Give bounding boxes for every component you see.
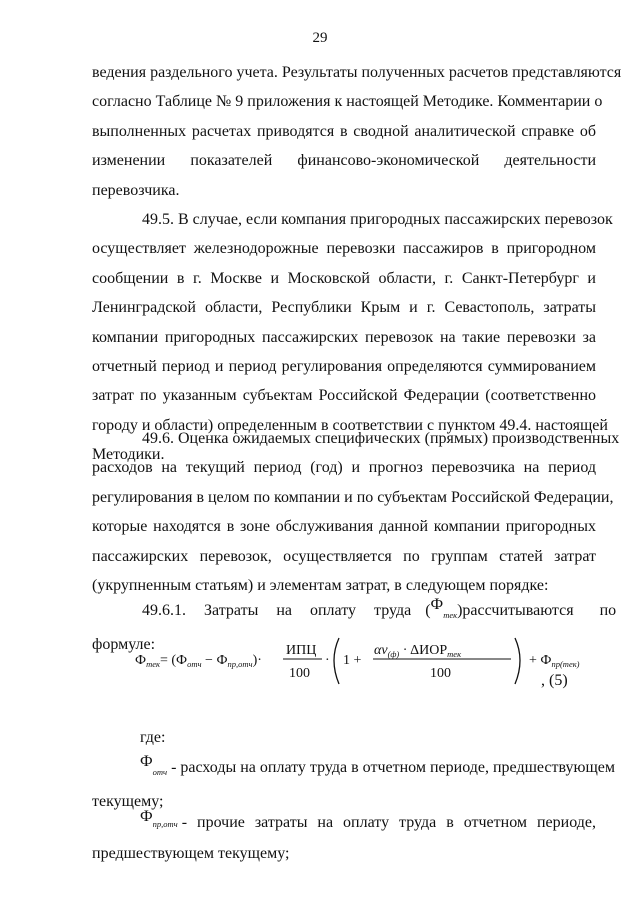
- text-line: изменении показателей финансово-экономической деятельности: [92, 152, 596, 170]
- definition-f-pr-otch: [92, 808, 596, 869]
- text-line: предшествующем текущему;: [92, 845, 290, 863]
- svg-text:Фтек= (Фотч − Фпр,отч)·: $Ф_{тек}= (Ф_{отч} - Ф_{пр,отч})\cdot$: [135, 653, 262, 669]
- text-line: 49.5. В случае, если компания пригородных пассажирских перевозок: [142, 211, 613, 228]
- text-line: пассажирских перевозок, осуществляется по группам статей затрат: [92, 547, 596, 565]
- text-line: осуществляет железнодорожные перевозки пассажиров в пригородном: [92, 240, 596, 258]
- fraction-denominator: 100: [430, 666, 451, 681]
- svg-text:αν(ф) · ΔИОРтек: $\alpha\nu_{(ф)} \cdot \Delta ИОР_{тек}$: [374, 643, 462, 659]
- symbol: Ф: [140, 753, 153, 770]
- paragraph-continued: [92, 58, 622, 205]
- text-line: перевозчика.: [92, 181, 180, 199]
- left-paren: [334, 638, 339, 684]
- fraction-denominator: 100: [289, 666, 310, 681]
- page-number: 29: [312, 30, 328, 46]
- text-line: Методики.: [92, 446, 165, 464]
- text-line: расходов на текущий период (год) и прогноз перевозчика на период: [92, 459, 596, 477]
- text-line: текущему;: [92, 793, 164, 811]
- text-line: (укрупненным статьям) и элементам затрат, в следующем порядке:: [92, 577, 549, 595]
- definition-f-otch: [92, 747, 616, 817]
- formula-number: , (5): [541, 672, 568, 689]
- text-line: сообщении в г. Москве и Московской области, г. Санкт-Петербург и: [92, 269, 596, 287]
- text-line: Ленинградской области, Республики Крым и г. Севастополь, затраты: [92, 299, 596, 317]
- text-line: компании пригородных пассажирских перевозок на такие перевозки за: [92, 328, 596, 346]
- text-line: затрат по указанным субъектам Российской Федерации (соответственно: [92, 387, 596, 405]
- where-label: где:: [140, 729, 166, 746]
- text-line: Ф пр,отч - прочие затраты на оплату труда в отчетном периоде,: [92, 808, 596, 839]
- text-line: ведения раздельного учета. Результаты полученных расчетов представляются: [92, 64, 622, 81]
- formula-5: [133, 628, 603, 708]
- text-line: согласно Таблице № 9 приложения к настоящей Методике. Комментарии о: [92, 93, 603, 111]
- right-paren: [515, 638, 520, 684]
- text-line: $Ф_{отч}$ - расходы на оплату труда в отчетном периоде, предшествующем: [140, 753, 616, 777]
- one-plus: 1 +: [343, 653, 362, 668]
- text-fragment: рассчитываются по: [462, 602, 617, 619]
- text-line: 49.6. Оценка ожидаемых специфических (прямых) производственных: [142, 430, 620, 447]
- multiply-dot: ·: [325, 653, 330, 668]
- text-line: регулирования в целом по компании и по субъектам Российской Федерации,: [92, 488, 614, 506]
- text-line: которые находятся в зоне обслуживания данной компании пригородных: [92, 518, 596, 536]
- inline-symbol: $(Ф_{тек})$: [425, 596, 463, 620]
- fraction-numerator: ИПЦ: [286, 643, 317, 658]
- text-line: [92, 590, 617, 630]
- paragraph-49-6: [92, 424, 620, 600]
- text-line: выполненных расчетах приводятся в сводной аналитической справке об: [92, 122, 596, 140]
- text-line: формуле:: [92, 636, 156, 653]
- text-line: городу и области) определенным в соответствии с пунктом 49.4. настоящей: [92, 416, 608, 434]
- text-line: отчетный период и период регулирования определяются суммированием: [92, 358, 596, 376]
- text-fragment: 49.6.1. Затраты на оплату труда: [142, 602, 412, 619]
- symbol: Ф: [140, 808, 153, 825]
- svg-text:+ Фпр(тек): + $Ф_{пр(тек)}$: [529, 653, 580, 669]
- formula-lhs: Ф: [135, 653, 147, 668]
